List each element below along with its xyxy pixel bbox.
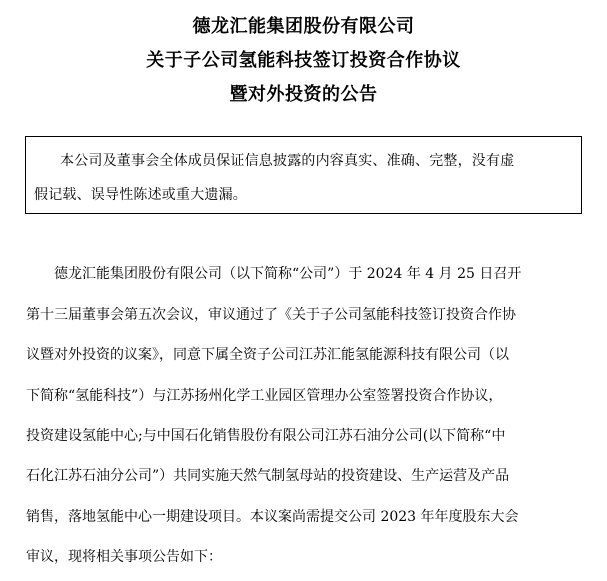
disclaimer-box	[25, 136, 582, 214]
disclaimer-line-1: 本公司及董事会全体成员保证信息披露的内容真实、准确、完整，没有虚	[60, 153, 515, 169]
title-announcement: 暨对外投资的公告	[229, 84, 378, 105]
body-line-3: 议暨对外投资的议案》，同意下属全资子公司江苏汇能氢能源科技有限公司（以	[26, 347, 509, 363]
body-line-5: 投资建设氢能中心;与中国石化销售股份有限公司江苏石油分公司(以下简称“中	[26, 428, 506, 444]
document-title	[0, 10, 607, 112]
body-line-2: 第十三届董事会第五次会议，审议通过了《关于子公司氢能科技签订投资合作协	[26, 307, 516, 323]
title-subject: 关于子公司氢能科技签订投资合作协议	[146, 50, 461, 71]
body-line-7: 销售，落地氢能中心一期建设项目。本议案尚需提交公司 2023 年年度股东大会	[26, 509, 519, 525]
body-line-1: 德龙汇能集团股份有限公司（以下简称“公司”）于 2024 年 4 月 25 日召开	[54, 266, 522, 282]
body-line-8: 审议，现将相关事项公告如下：	[26, 549, 222, 565]
title-company-name: 德龙汇能集团股份有限公司	[192, 16, 415, 37]
body-line-4: 下简称“氢能科技”）与江苏扬州化学工业园区管理办公室签署投资合作协议，	[26, 388, 503, 404]
disclaimer-line-2: 假记载、误导性陈述或重大遗漏。	[34, 187, 247, 203]
body-line-6: 石化江苏石油分公司”）共同实施天然气制氢母站的投资建设、生产运营及产品	[26, 468, 510, 484]
